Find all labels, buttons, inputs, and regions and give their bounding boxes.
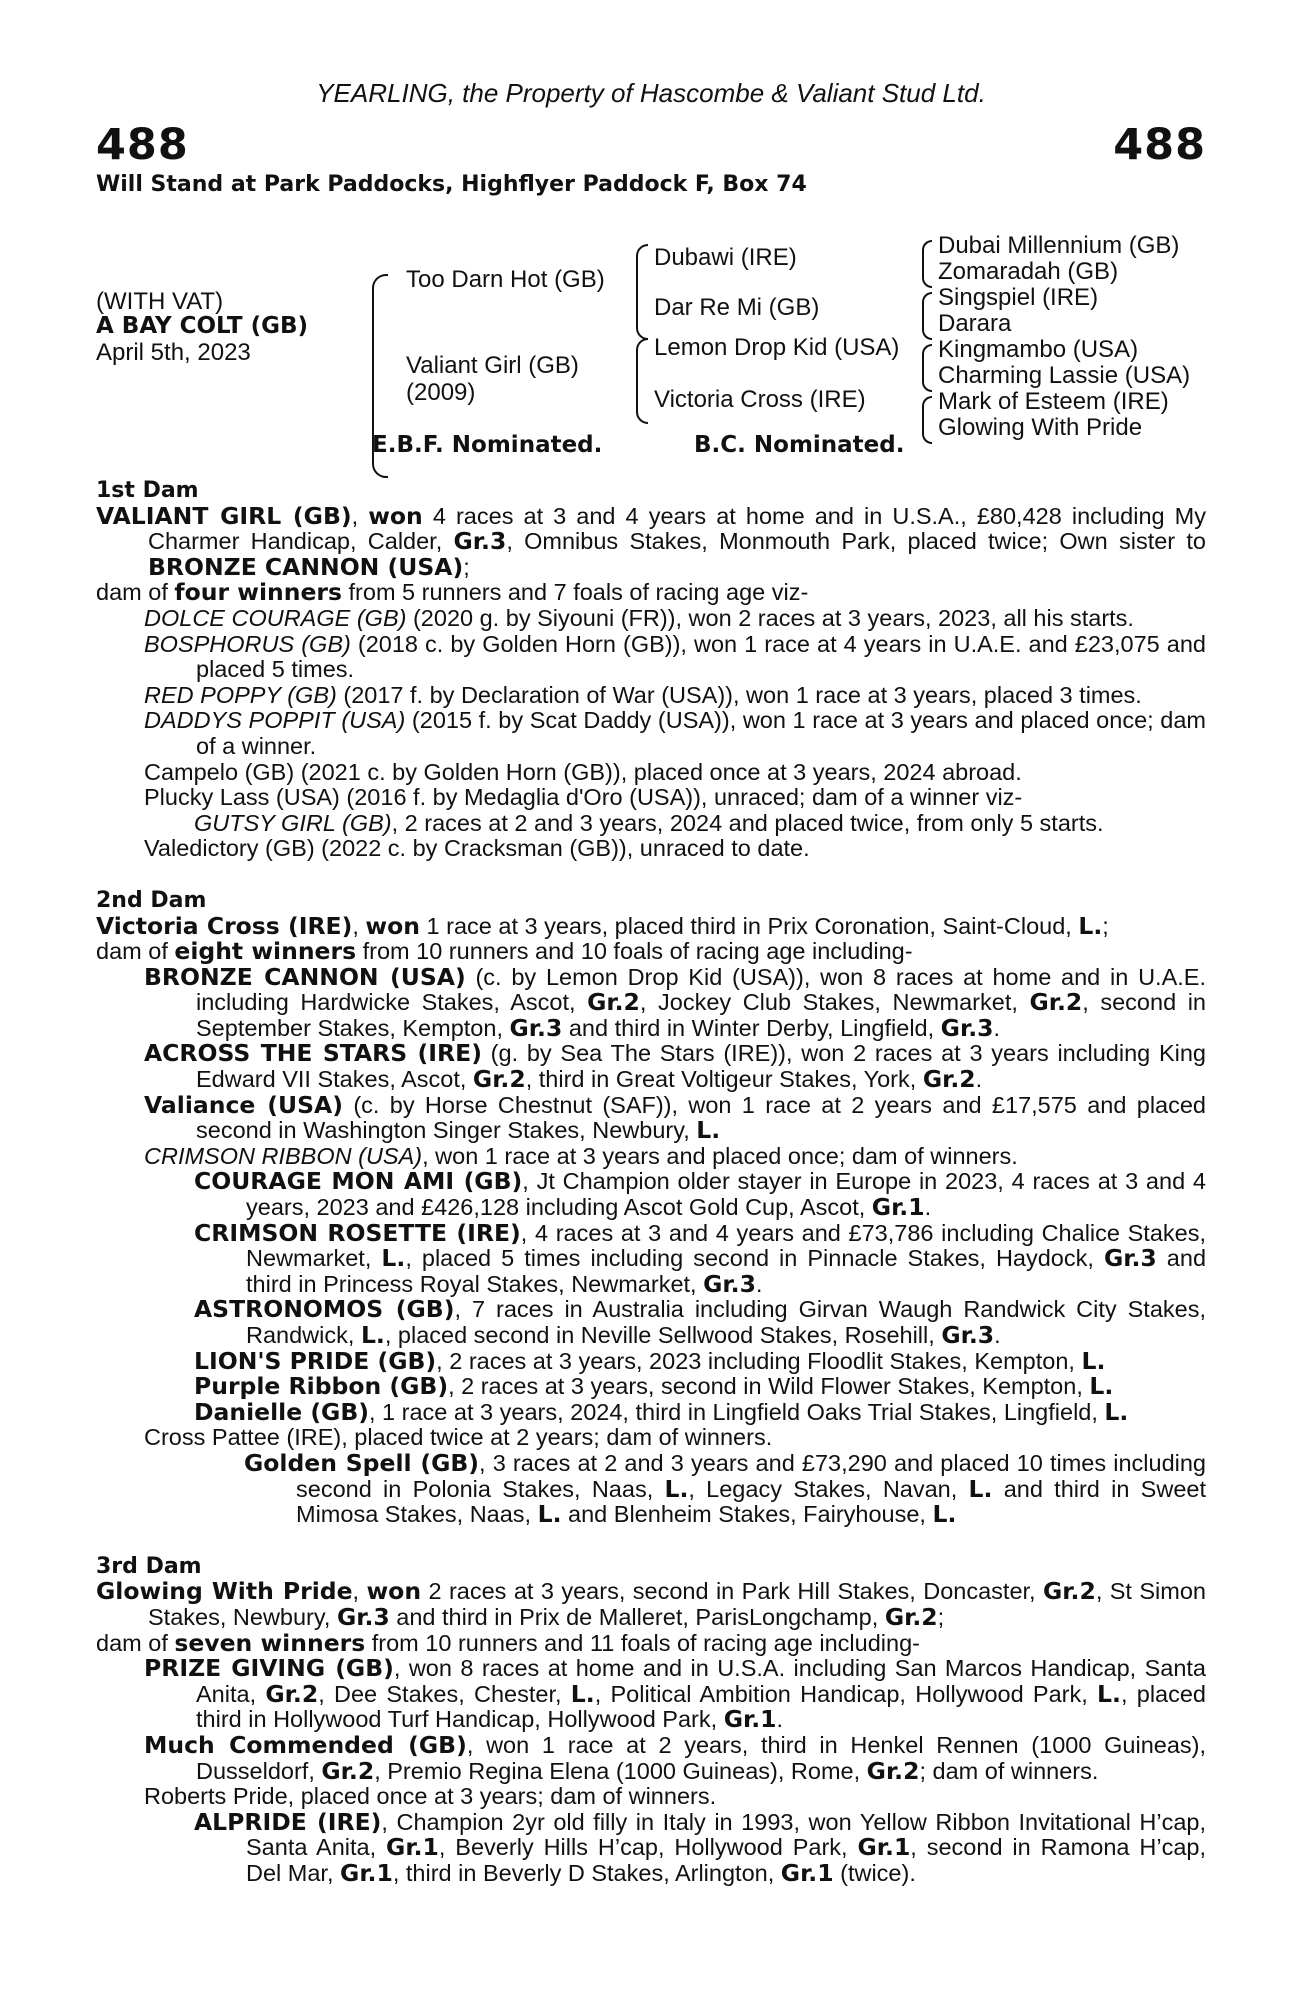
text: from 5 runners and 7 foals of racing age viz- bbox=[342, 579, 809, 606]
produce-entry bbox=[96, 1169, 1206, 1220]
produce-name: Valiance (USA) bbox=[144, 1090, 343, 1119]
sire-dam: Dar Re Mi (GB) bbox=[654, 294, 820, 321]
produce-text: , 3 races at 2 and 3 years and £73,290 and placed 10 times including second in Polonia Stakes, Naas, bbox=[296, 1449, 1206, 1502]
produce-text: , Jt Champion older stayer in Europe in 2023, 4 races at 3 and 4 years, 2023 and £426,128 including Ascot Gold Cup, Ascot, bbox=[246, 1168, 1206, 1221]
produce-text: . bbox=[994, 1322, 1001, 1348]
third-dam-summary: Glowing With Pride, won 2 races at 3 years, second in Park Hill Stakes, Doncaster, Gr.2, St Simon Stakes, Newbury, Gr.3 and third in Prix de Malleret, ParisLongchamp, Gr.2; bbox=[96, 1577, 1206, 1631]
grade-label: Gr.2 bbox=[472, 1065, 526, 1094]
grade-label: Gr.3 bbox=[941, 1321, 995, 1349]
grade-label: Gr.3 bbox=[453, 527, 507, 556]
produce-text: ; dam of winners. bbox=[919, 1757, 1099, 1784]
produce-entry bbox=[96, 1656, 1206, 1733]
second-dam-name: Victoria Cross (IRE) bbox=[96, 911, 353, 940]
g3-name: Mark of Esteem (IRE) bbox=[938, 388, 1169, 415]
grade-label: Gr.3 bbox=[1103, 1244, 1157, 1273]
produce-text: , Premio Regina Elena (1000 Guineas), Rome, bbox=[374, 1757, 867, 1784]
produce-name: ACROSS THE STARS (IRE) bbox=[144, 1039, 482, 1068]
produce-name: BRONZE CANNON (USA) bbox=[144, 962, 466, 991]
grade-label: Gr.1 bbox=[857, 1833, 911, 1862]
produce-text: (2017 f. by Declaration of War (USA)), won 1 race at 3 years, placed 3 times. bbox=[336, 681, 1142, 708]
text: from 10 runners and 11 foals of racing age including- bbox=[365, 1629, 920, 1656]
grade-label: Gr.1 bbox=[386, 1833, 439, 1862]
bc-nomination: B.C. Nominated. bbox=[694, 432, 905, 458]
produce-text: and third in Winter Derby, Lingfield, bbox=[562, 1014, 941, 1041]
pedigree-table bbox=[96, 196, 1206, 516]
third-dam-produce-summary bbox=[96, 1628, 1206, 1657]
second-dam-heading: 2nd Dam bbox=[96, 887, 207, 913]
produce-text: , Political Ambition Handicap, Hollywood Park, bbox=[594, 1680, 1098, 1707]
produce-name: DADDYS POPPIT (USA) bbox=[144, 707, 406, 734]
produce-name: ASTRONOMOS (GB) bbox=[194, 1295, 455, 1324]
produce-entry bbox=[96, 708, 1206, 759]
produce-entry: Plucky Lass (USA) (2016 f. by Medaglia d'Oro (USA)), unraced; dam of a winner viz- bbox=[144, 784, 1023, 811]
produce-record bbox=[96, 478, 1206, 1886]
produce-text: (c. by Lemon Drop Kid (USA)), won 8 races at home and in U.A.E. including Hardwicke Stakes, Ascot, bbox=[196, 963, 1206, 1016]
g3-name: Charming Lassie (USA) bbox=[938, 362, 1191, 389]
listed-label: L. bbox=[570, 1679, 595, 1708]
produce-text: , third in Beverly D Stakes, Arlington, bbox=[392, 1859, 781, 1886]
produce-text: , won 1 race at 3 years and placed once; dam of winners. bbox=[422, 1142, 1018, 1169]
punctuation: ; bbox=[463, 553, 470, 580]
produce-entry: Valedictory (GB) (2022 c. by Cracksman (GB)), unraced to date. bbox=[144, 835, 810, 862]
produce-text: , 4 races at 3 and 4 years and £73,786 including Chalice Stakes, Newmarket, bbox=[246, 1219, 1207, 1272]
produce-entry bbox=[96, 1346, 1206, 1375]
listed-label: L. bbox=[537, 1500, 562, 1529]
race-text: 1 race at 3 years, placed third in Prix Coronation, Saint-Cloud, bbox=[420, 912, 1079, 939]
grade-label: Gr.2 bbox=[866, 1756, 920, 1785]
produce-text: and Blenheim Stakes, Fairyhouse, bbox=[561, 1501, 933, 1528]
produce-entry bbox=[96, 811, 1206, 837]
produce-text: (2018 c. by Golden Horn (GB)), won 1 race at 4 years in U.A.E. and £23,075 and placed 5 times. bbox=[196, 630, 1206, 683]
won-label: won bbox=[365, 911, 420, 940]
produce-text: and third in Sweet Mimosa Stakes, Naas, bbox=[296, 1475, 1206, 1528]
first-dam-name: VALIANT GIRL (GB) bbox=[96, 501, 352, 530]
produce-name: Much Commended (GB) bbox=[144, 1730, 467, 1759]
ebf-nomination: E.B.F. Nominated. bbox=[372, 432, 603, 458]
dam: Valiant Girl (GB) bbox=[406, 352, 579, 379]
produce-entry bbox=[96, 1730, 1207, 1785]
produce-text: , 1 race at 3 years, 2024, third in Lingfield Oaks Trial Stakes, Lingfield, bbox=[369, 1398, 1105, 1425]
produce-text: . bbox=[975, 1066, 983, 1093]
third-dam-name: Glowing With Pride bbox=[96, 1577, 353, 1606]
produce-text: , placed second in Neville Sellwood Stakes, Rosehill, bbox=[384, 1322, 942, 1348]
won-label: won bbox=[368, 501, 423, 530]
produce-text: , third in Great Voltigeur Stakes, York, bbox=[525, 1066, 923, 1093]
text: from 10 runners and 10 foals of racing age including- bbox=[356, 938, 913, 965]
race-text: , Omnibus Stakes, Monmouth Park, placed twice; Own sister to bbox=[506, 528, 1206, 555]
race-text: 2 races at 3 years, second in Park Hill Stakes, Doncaster, bbox=[421, 1578, 1043, 1605]
winners-count: four winners bbox=[174, 578, 342, 607]
produce-text: (g. by Sea The Stars (IRE)), won 2 races at 3 years including King Edward VII Stakes, Ascot, bbox=[196, 1040, 1206, 1093]
bracket-g3-2 bbox=[922, 292, 932, 340]
produce-entry bbox=[96, 1218, 1207, 1298]
produce-name: GUTSY GIRL (GB) bbox=[194, 809, 392, 836]
sire: Too Darn Hot (GB) bbox=[406, 266, 605, 293]
grade-label: Gr.2 bbox=[922, 1065, 976, 1094]
produce-text: . bbox=[993, 1014, 1001, 1041]
produce-name: Purple Ribbon (GB) bbox=[194, 1372, 449, 1401]
listed-label: L. bbox=[1097, 1679, 1121, 1708]
produce-name: BOSPHORUS (GB) bbox=[144, 630, 351, 657]
grade-label: Gr.2 bbox=[265, 1679, 319, 1708]
produce-text: (twice). bbox=[833, 1859, 916, 1886]
produce-name: RED POPPY (GB) bbox=[144, 681, 337, 708]
listed-label: L. bbox=[360, 1321, 385, 1349]
produce-entry bbox=[96, 1397, 1206, 1426]
dam-sire: Lemon Drop Kid (USA) bbox=[654, 334, 900, 361]
produce-entry: Roberts Pride, placed once at 3 years; dam of winners. bbox=[144, 1783, 717, 1810]
produce-entry: Cross Pattee (IRE), placed twice at 2 years; dam of winners. bbox=[144, 1424, 773, 1451]
grade-label: Gr.1 bbox=[780, 1858, 834, 1887]
listed-label: L. bbox=[932, 1500, 957, 1529]
grade-label: Gr.1 bbox=[871, 1193, 925, 1222]
produce-entry bbox=[96, 1297, 1206, 1348]
bracket-g3-3 bbox=[922, 344, 932, 392]
listed-label: L. bbox=[1078, 911, 1103, 940]
produce-text: (c. by Horse Chestnut (SAF)), won 1 race at 2 years and £17,575 and placed second in Washington Singer Stakes, Newbury, bbox=[196, 1091, 1206, 1144]
produce-text: , won 8 races at home and in U.S.A. including San Marcos Handicap, Santa Anita, bbox=[196, 1655, 1207, 1707]
grade-label: Gr.3 bbox=[703, 1269, 756, 1298]
listed-label: L. bbox=[1089, 1372, 1114, 1401]
produce-text: , Beverly Hills H’cap, Hollywood Park, bbox=[438, 1834, 858, 1861]
produce-entry bbox=[96, 1090, 1206, 1145]
g3-name: Dubai Millennium (GB) bbox=[938, 232, 1180, 259]
stabling-location: Will Stand at Park Paddocks, Highflyer Paddock F, Box 74 bbox=[96, 172, 807, 197]
produce-text: . bbox=[776, 1706, 784, 1733]
winners-count: seven winners bbox=[174, 1628, 366, 1657]
listed-label: L. bbox=[968, 1474, 993, 1503]
grade-label: Gr.3 bbox=[940, 1013, 994, 1042]
produce-entry bbox=[96, 606, 1206, 632]
text: dam of bbox=[96, 1629, 175, 1656]
produce-text: , second in September Stakes, Kempton, bbox=[196, 989, 1206, 1041]
listed-label: L. bbox=[1104, 1397, 1129, 1426]
produce-entry bbox=[96, 1807, 1206, 1887]
produce-entry bbox=[96, 1448, 1206, 1529]
produce-text: , 7 races in Australia including Girvan Waugh Randwick City Stakes, Randwick, bbox=[246, 1296, 1206, 1348]
listed-label: L. bbox=[1081, 1346, 1106, 1375]
dam-foaled-year: (2009) bbox=[406, 379, 476, 406]
race-text: 4 races at 3 and 4 years at home and in U.S.A., £80,428 including My Charmer Handicap, Calder, bbox=[148, 502, 1206, 555]
produce-name: DOLCE COURAGE (GB) bbox=[144, 604, 407, 631]
lot-number-left: 488 bbox=[96, 120, 189, 170]
vendor-heading: YEARLING, the Property of Hascombe & Valiant Stud Ltd. bbox=[316, 78, 986, 108]
bracket-sire bbox=[636, 244, 648, 340]
produce-entry bbox=[96, 1374, 1206, 1400]
g3-name: Darara bbox=[938, 310, 1012, 337]
produce-name: CRIMSON ROSETTE (IRE) bbox=[194, 1218, 521, 1247]
grade-label: Gr.1 bbox=[723, 1705, 777, 1734]
punctuation: ; bbox=[1102, 912, 1109, 939]
produce-text: , won 1 race at 2 years, third in Henkel Rennen (1000 Guineas), Dusseldorf, bbox=[196, 1731, 1207, 1784]
grade-label: Gr.3 bbox=[336, 1602, 390, 1631]
second-dam-produce-summary bbox=[96, 939, 1206, 965]
produce-text: , placed 5 times including second in Pinnacle Stakes, Haydock, bbox=[405, 1245, 1104, 1272]
produce-name: ALPRIDE (IRE) bbox=[194, 1807, 382, 1836]
listed-label: L. bbox=[381, 1244, 406, 1273]
produce-entry bbox=[96, 1041, 1206, 1092]
punctuation: ; bbox=[937, 1603, 945, 1630]
bracket-g3-4 bbox=[922, 396, 932, 444]
grade-label: Gr.2 bbox=[884, 1602, 938, 1631]
produce-text: and third in Princess Royal Stakes, Newmarket, bbox=[246, 1245, 1207, 1297]
produce-entry bbox=[96, 962, 1206, 1042]
won-label: won bbox=[366, 1577, 422, 1606]
produce-name: PRIZE GIVING (GB) bbox=[144, 1654, 394, 1683]
produce-text: , Jockey Club Stakes, Newmarket, bbox=[639, 989, 1030, 1016]
dam-dam: Victoria Cross (IRE) bbox=[654, 386, 866, 413]
first-dam-heading: 1st Dam bbox=[96, 478, 199, 503]
produce-text: , second in Ramona H’cap, Del Mar, bbox=[246, 1834, 1206, 1886]
grade-label: Gr.2 bbox=[1029, 988, 1083, 1017]
first-dam-produce-summary bbox=[96, 580, 1206, 606]
grade-label: Gr.2 bbox=[587, 988, 640, 1017]
produce-name: LION'S PRIDE (GB) bbox=[194, 1346, 437, 1375]
g3-name: Zomaradah (GB) bbox=[938, 258, 1119, 285]
produce-entry bbox=[96, 632, 1206, 683]
produce-text: , 2 races at 3 years, 2023 including Floodlit Stakes, Kempton, bbox=[436, 1347, 1082, 1374]
sire-sire: Dubawi (IRE) bbox=[654, 244, 797, 271]
produce-entry bbox=[96, 683, 1206, 709]
grade-label: Gr.3 bbox=[509, 1013, 563, 1042]
produce-text: . bbox=[755, 1270, 763, 1297]
produce-name: CRIMSON RIBBON (USA) bbox=[144, 1142, 423, 1169]
g3-name: Singspiel (IRE) bbox=[938, 284, 1099, 311]
section-gap bbox=[96, 862, 1206, 888]
second-dam-summary: Victoria Cross (IRE), won 1 race at 3 years, placed third in Prix Coronation, Saint-Cloud, L.; bbox=[96, 911, 1109, 940]
race-text: and third in Prix de Malleret, ParisLongchamp, bbox=[389, 1603, 885, 1630]
produce-text: (2015 f. by Scat Daddy (USA)), won 1 race at 3 years and placed once; dam of a winner. bbox=[196, 707, 1206, 759]
listed-label: L. bbox=[696, 1116, 721, 1145]
produce-text: , Champion 2yr old filly in Italy in 1993, won Yellow Ribbon Invitational H’cap, Santa Anita, bbox=[246, 1808, 1206, 1861]
listed-label: L. bbox=[664, 1474, 689, 1503]
produce-text: (2020 g. by Siyouni (FR)), won 2 races at 3 years, 2023, all his starts. bbox=[406, 604, 1134, 631]
grade-label: Gr.2 bbox=[1043, 1577, 1096, 1606]
bracket-dam bbox=[636, 338, 648, 424]
grade-label: Gr.2 bbox=[321, 1756, 375, 1785]
produce-name: Danielle (GB) bbox=[194, 1397, 369, 1426]
section-gap bbox=[96, 1528, 1206, 1554]
grade-label: Gr.1 bbox=[340, 1858, 393, 1887]
produce-text: . bbox=[924, 1194, 932, 1221]
vat-note: (WITH VAT) bbox=[96, 288, 224, 315]
produce-text: , Legacy Stakes, Navan, bbox=[688, 1475, 969, 1502]
horse-name: A BAY COLT (GB) bbox=[96, 313, 309, 339]
produce-entry bbox=[96, 1144, 1206, 1170]
bracket-g3-1 bbox=[922, 240, 932, 288]
first-dam-summary: VALIANT GIRL (GB), won 4 races at 3 and 4 years at home and in U.S.A., £80,428 including My Charmer Handicap, Calder, Gr.3, Omnibus Stakes, Monmouth Park, placed twice; Own sister to BRONZE CANNON (USA); bbox=[96, 501, 1206, 581]
produce-entry: Campelo (GB) (2021 c. by Golden Horn (GB)), placed once at 3 years, 2024 abroad. bbox=[144, 758, 1022, 785]
lot-number-right: 488 bbox=[1113, 120, 1206, 170]
produce-text: , 2 races at 3 years, second in Wild Flower Stakes, Kempton, bbox=[448, 1373, 1090, 1400]
text: dam of bbox=[96, 938, 175, 965]
winners-count: eight winners bbox=[174, 937, 357, 966]
foaling-date: April 5th, 2023 bbox=[96, 339, 251, 366]
produce-text: , 2 races at 2 and 3 years, 2024 and placed twice, from only 5 starts. bbox=[391, 809, 1104, 836]
text: dam of bbox=[96, 579, 175, 606]
produce-name: COURAGE MON AMI (GB) bbox=[194, 1167, 523, 1196]
produce-name: Golden Spell (GB) bbox=[244, 1448, 480, 1477]
third-dam-heading: 3rd Dam bbox=[96, 1553, 202, 1579]
g3-name: Kingmambo (USA) bbox=[938, 336, 1139, 363]
g3-name: Glowing With Pride bbox=[938, 414, 1143, 441]
produce-text: , placed third in Hollywood Turf Handicap, Hollywood Park, bbox=[196, 1680, 1207, 1733]
produce-text: , Dee Stakes, Chester, bbox=[318, 1680, 571, 1707]
sibling-name: BRONZE CANNON (USA) bbox=[148, 552, 464, 581]
race-text: , St Simon Stakes, Newbury, bbox=[148, 1578, 1206, 1630]
